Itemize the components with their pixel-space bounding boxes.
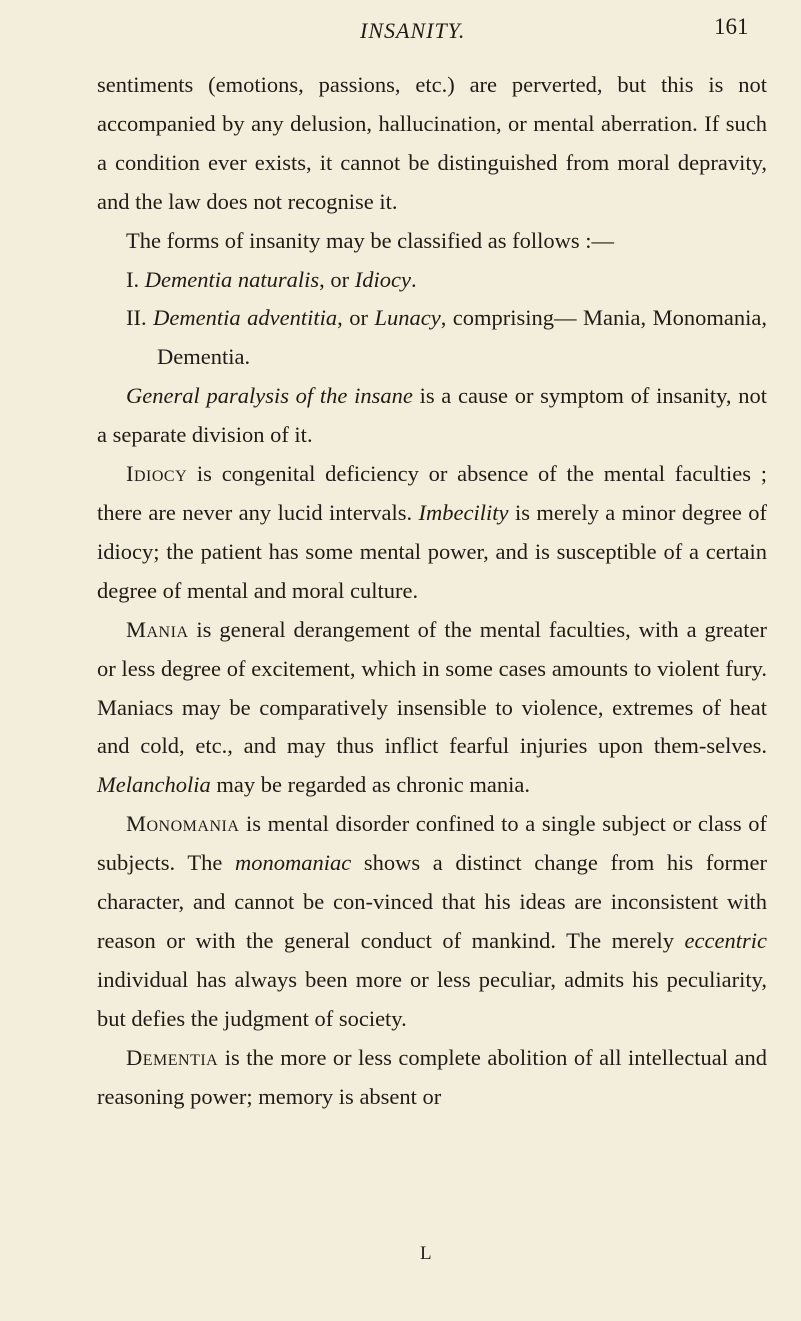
signature-mark: L [420, 1243, 433, 1264]
item-text: . [410, 266, 417, 292]
paragraph-text: shows a distinct change from his former character, and cannot be con-vinced that his ideas are inconsistent with reason or with the general conduct of mankind. The merely [97, 850, 768, 953]
item-number: I. [126, 266, 140, 292]
heading-idiocy: Idiocy [126, 461, 188, 487]
term-monomaniac: monomaniac [234, 850, 352, 876]
heading-dementia: Dementia [126, 1044, 219, 1070]
paragraph-text: The forms of insanity may be classified as follows :— [126, 227, 615, 253]
item-text: , or [337, 305, 375, 331]
term-dementia-adventitia: Dementia adventitia [153, 305, 338, 331]
paragraph-dementia [97, 1039, 767, 1117]
paragraph-monomania [97, 805, 767, 1038]
body-text [97, 66, 767, 1116]
classification-item-2 [97, 299, 767, 377]
paragraph-text: is a cause or symptom of insanity, not a separate division of it. [97, 383, 767, 448]
paragraph-text: is congenital deficiency or absence of the mental faculties ; there are never any lucid intervals. [97, 461, 767, 525]
heading-monomania: Monomania [126, 811, 240, 837]
paragraph-text: is mental disorder confined to a single subject or class of subjects. The [97, 811, 767, 876]
paragraph-classification-intro [97, 222, 767, 261]
page-number: 161 [714, 14, 749, 39]
term-general-paralysis: General paralysis of the insane [126, 383, 413, 409]
term-idiocy: Idiocy [354, 266, 411, 292]
item-text: , or [319, 266, 355, 292]
term-imbecility: Imbecility [418, 499, 509, 525]
item-text: , comprising— Mania, Monomania, Dementia. [157, 305, 768, 370]
paragraph-text: is the more or less complete abolition of all intellectual and reasoning power; memory is absent or [97, 1044, 767, 1109]
paragraph-continuation [97, 66, 767, 222]
term-dementia-naturalis: Dementia naturalis [144, 266, 320, 292]
item-number: II. [126, 305, 147, 331]
paragraph-general-paralysis [97, 377, 767, 455]
paragraph-text: may be regarded as chronic mania. [210, 772, 530, 798]
term-lunacy: Lunacy [374, 305, 441, 331]
running-head-title: INSANITY. [360, 18, 466, 43]
paragraph-text: individual has always been more or less peculiar, admits his peculiarity, but defies the judgment of society. [97, 966, 767, 1031]
paragraph-text: is merely a minor degree of idiocy; the patient has some mental power, and is susceptible of a certain degree of mental and moral culture. [97, 499, 767, 603]
term-eccentric: eccentric [684, 927, 767, 953]
paragraph-text: is general derangement of the mental faculties, with a greater or less degree of excitement, which in some cases amounts to violent fury. Maniacs may be comparatively insensible to violence, extremes of heat and cold, etc., and may thus inflict fearful injuries upon them-selves. [97, 616, 767, 759]
paragraph-mania [97, 611, 767, 806]
classification-item-1 [97, 261, 767, 300]
running-head [0, 12, 801, 52]
paragraph-idiocy [97, 455, 767, 611]
heading-mania: Mania [126, 616, 189, 642]
paragraph-text: sentiments (emotions, passions, etc.) are perverted, but this is not accompanied by any delusion, hallucination, or mental aberration. If such a condition ever exists, it cannot be distinguished from moral depravity, and the law does not recognise it. [97, 72, 767, 214]
term-melancholia: Melancholia [97, 772, 211, 798]
